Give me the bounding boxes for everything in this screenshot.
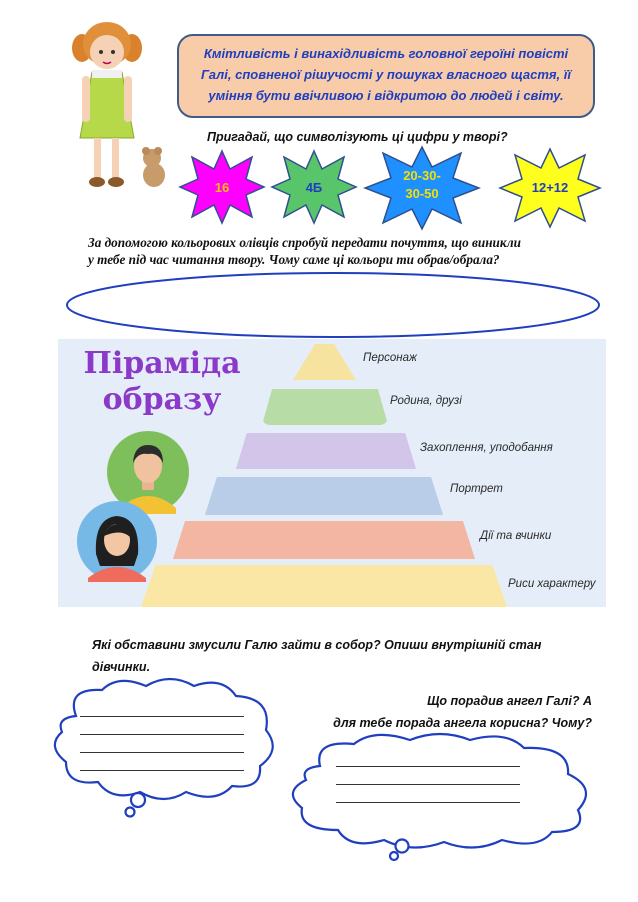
star-16-label: 16 [214, 180, 230, 195]
banner-line-3: уміння бути ввічливою і відкритою до людей і світу. [208, 88, 564, 103]
left-answer-lines[interactable] [80, 716, 244, 788]
numbers-prompt: Пригадай, що символізують ці цифри у творі? [207, 130, 508, 144]
pyramid-label-hobbies: Захоплення, уподобання [420, 442, 553, 454]
angel-prompt-line-2: для тебе порада ангела корисна? Чому? [333, 716, 592, 730]
colors-answer-oval[interactable] [64, 270, 602, 340]
girl-illustration [62, 10, 177, 192]
circumstances-prompt-line-1: Які обставини змусили Галю зайти в собор? Опиши внутрішній стан [92, 638, 542, 652]
star-20-30-label-1: 20-30- [403, 168, 441, 183]
colors-prompt [88, 234, 521, 268]
pyramid-title-line-1: Піраміда [83, 346, 241, 381]
circumstances-prompt [92, 634, 541, 678]
star-12-12-label: 12+12 [531, 180, 569, 195]
pyramid-level-family [262, 389, 388, 425]
pyramid-level-hobbies [236, 433, 416, 469]
star-4b-label: 4Б [305, 180, 323, 195]
pyramid-level-portrait [205, 477, 443, 515]
pyramid-label-traits: Риси характеру [508, 578, 596, 590]
circumstances-prompt-line-2: дівчинки. [92, 660, 151, 674]
pyramid-level-traits [141, 565, 507, 607]
banner-line-1: Кмітливість і винахідливість головної героїні повісті [203, 46, 569, 61]
angel-prompt-line-1: Що порадив ангел Галі? А [427, 694, 592, 708]
pyramid-title-line-2: образу [102, 382, 222, 417]
pyramid-label-portrait: Портрет [450, 483, 503, 495]
pyramid-level-actions [173, 521, 475, 559]
female-avatar [76, 500, 158, 582]
pyramid-label-actions: Дії та вчинки [480, 530, 552, 542]
pyramid-label-character: Персонаж [363, 352, 417, 364]
banner-line-2: Галі, сповненої рішучості у пошуках власного щастя, її [200, 67, 572, 82]
pyramid-title [72, 346, 252, 418]
colors-prompt-line-1: За допомогою кольорових олівців спробуй передати почуття, що виникли [88, 235, 521, 250]
pyramid-label-family: Родина, друзі [390, 395, 462, 407]
right-answer-lines[interactable] [336, 766, 520, 820]
heroine-qualities-banner [177, 34, 595, 118]
colors-prompt-line-2: у тебе під час читання твору. Чому саме ці кольори ти обрав/обрала? [88, 252, 500, 267]
star-30-50-label-2: 30-50 [405, 186, 439, 201]
angel-prompt [318, 690, 592, 734]
